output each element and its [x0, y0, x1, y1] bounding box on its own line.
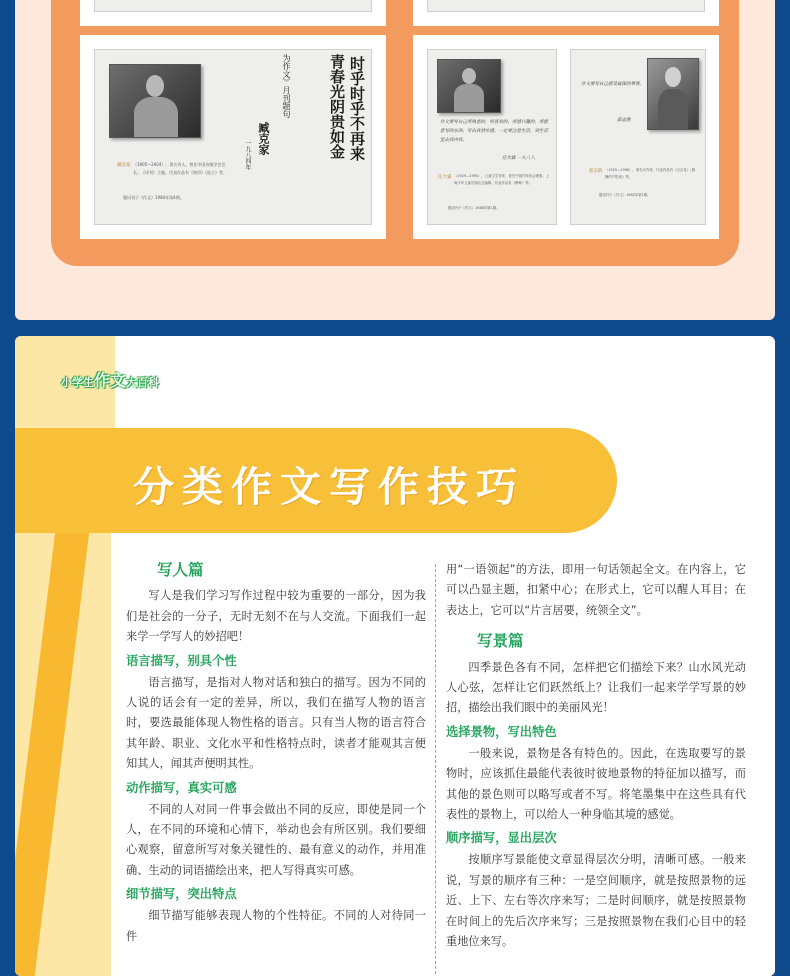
section-title-scenery: 写景篇 [477, 632, 524, 651]
caption-name: 茹志鹃 [589, 169, 603, 174]
subheading-select: 选择景物，写出特色 [446, 724, 557, 739]
paragraph-language: 语言描写，是指对人物对话和独白的描写。因为不同的人说的话会有一定的差异，所以，我们在描写人物的语言时，要选最能体现人物性格的语言。只有当人物的语言符合其年龄、职业、文化水平和性格特点时，读者才能观其言便知其人，闻其声便明其性。 [126, 675, 426, 771]
brand-logo: 小学生作文大百科 [61, 371, 160, 390]
paragraph-action: 不同的人对同一件事会做出不同的反应，即使是同一个人，在不同的环境和心情下，举动也会有所区别。我们要细心观察，留意所写对象关键性的、最有意义的动作，并用准确、生动的词语描绘出来，把人写得真实可感。 [126, 802, 426, 877]
caption-note: 题词刊于《作文》1984年第4期。 [123, 195, 184, 200]
card-ren-dalin [427, 49, 557, 225]
portrait-photo [109, 64, 201, 138]
card-zang-kejia [80, 35, 386, 239]
caption-text: （1929—1995），儿童文学作家，曾任中国作家协会理事，上海少年儿童出版社总编辑。代表作品有《蟋蟀》等。 [454, 174, 550, 185]
section-intro: 四季景色各有不同，怎样把它们描绘下来？山水风光动人心弦，怎样让它们跃然纸上？让我们一起来学学写景的妙招，描绘出我们眼中的美丽风光！ [446, 660, 746, 715]
calligraphy-date: 一九八四年 [244, 140, 251, 170]
section-title-portrait: 写人篇 [157, 561, 204, 579]
section-intro: 写人是我们学习写作过程中较为重要的一部分，因为我们是社会的一分子，无时无刻不在与人交流。下面我们一起来学一学写人的妙招吧！ [126, 589, 426, 644]
paragraph-order: 按顺序写景能使文章显得层次分明，清晰可感。一般来说，写景的顺序有三种：一是空间顺序，就是按照景物的远近、上下、左右等次序来写；二是时间顺序，就是按照景物在时间上的先后次序来写；三是按照景物在我们心目中的轻重地位来写。 [446, 853, 746, 949]
subheading-order: 顺序描写，显出层次 [446, 831, 557, 846]
caption-name: 任大霖 [438, 175, 452, 180]
top-panel [15, 0, 775, 320]
paragraph-detail: 细节描写能够表现人物的个性特征。不同的人对待同一件 [126, 909, 426, 943]
column-divider [435, 564, 436, 976]
paragraph-continued: 用“一语领起”的方法，即用一句话领起全文。在内容上，它可以凸显主题，扣紧中心；在形式上，它可以醒人耳目；在表达上，它可以“片言居要，统领全文”。 [446, 563, 746, 617]
card-ru-zhijuan [570, 49, 706, 225]
handwritten-signature: 茹志鹃 [617, 118, 631, 123]
calligraphy-signature: 臧克家 [257, 122, 270, 155]
paragraph-select: 一般来说，景物是各有特色的。因此，在选取要写的景物时，应该抓住最能代表彼时彼地景物的特征加以描写，而其他的景色则可以略写或者不写。将笔墨集中在这些具有代表性的景物上，可以给人一种身临其境的感觉。 [446, 746, 746, 822]
caption-note: 题词刊于《作文》1988年第1期。 [448, 206, 500, 210]
handwritten-text: 作文要写自己感受最深的事情。 [581, 82, 644, 87]
calligraphy-inscription: 为作文》月刊题句 [282, 54, 291, 118]
card-top-right [413, 0, 719, 26]
subheading-language: 语言描写，别具个性 [126, 653, 237, 668]
orange-frame [51, 0, 739, 266]
page-title: 分类作文写作技巧 [133, 463, 525, 511]
calligraphy-line-2: 青春光阴贵如金 [328, 54, 346, 159]
content-page [15, 336, 775, 976]
caption-text: （1925—1998），著名女作家，代表作品有《百合花》《静静的产院里》等。 [605, 168, 696, 179]
subheading-action: 动作描写，真实可感 [126, 780, 237, 795]
caption-note: 题词刊于《作文》1982年第1期。 [599, 193, 651, 197]
calligraphy-line-1: 时乎时乎不再来 [348, 56, 366, 161]
right-column [446, 560, 746, 953]
handwritten-signature: 任大霖 一九八八 [502, 156, 535, 161]
left-column [126, 560, 426, 947]
caption-name: 臧克家 [117, 163, 131, 168]
card-ren-ru [413, 35, 719, 239]
caption-text: （1905—2004），著名诗人，曾任中国诗歌学会会长。《诗刊》主编。代表作品有《烙印》《泥土》等。 [133, 162, 227, 175]
portrait-photo [647, 58, 699, 130]
card-top-left [80, 0, 386, 26]
handwritten-text: 作文要写自己所熟悉的，所喜欢的，所感兴趣的，所愿意写的东西，写出真情实感。一定要注意生活，到生活里去找内容。 [440, 120, 548, 143]
subheading-detail: 细节描写，突出特点 [126, 887, 237, 902]
portrait-photo [437, 59, 501, 113]
